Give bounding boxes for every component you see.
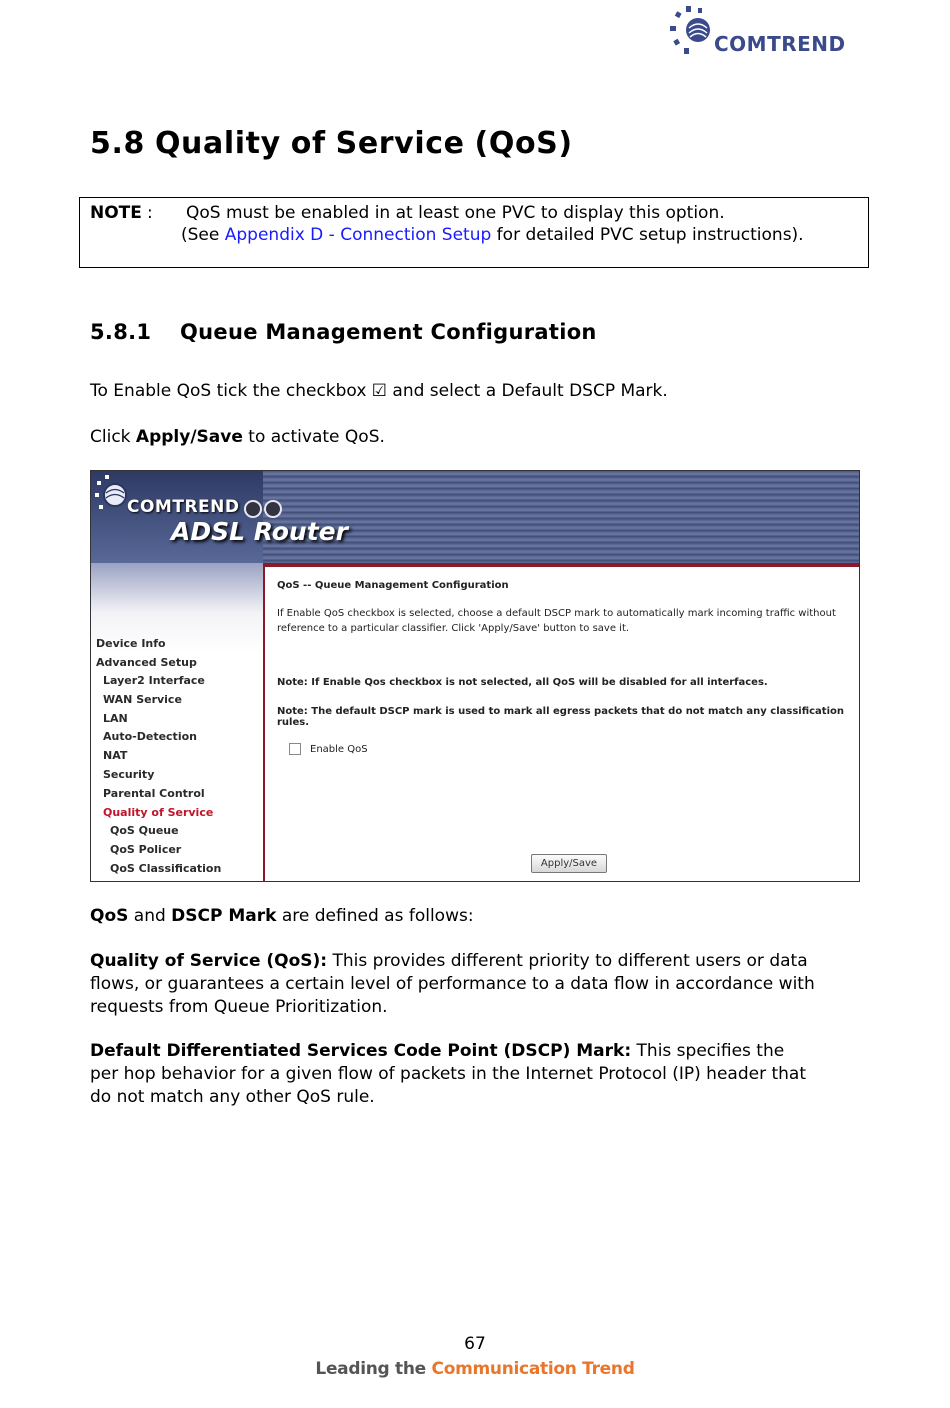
banner-circle <box>264 500 282 518</box>
banner-circle <box>244 500 262 518</box>
tagline-accent: Communication <box>431 1359 577 1379</box>
qos-definition-line: requests from Queue Prioritization. <box>90 997 388 1017</box>
tagline-text: Leading the <box>315 1359 432 1379</box>
nav-nat[interactable]: NAT <box>103 749 128 762</box>
router-screenshot <box>90 470 860 882</box>
nav-parental-control[interactable]: Parental Control <box>103 787 205 800</box>
intro-paragraph-2 <box>90 426 385 449</box>
para-text: Click <box>90 427 136 447</box>
qos-term: QoS <box>90 906 129 926</box>
note-line-1: QoS must be enabled in at least one PVC to display this option. <box>186 203 725 223</box>
intro-paragraph-1: To Enable QoS tick the checkbox ☑ and select a Default DSCP Mark. <box>90 381 668 401</box>
title-part: Quality <box>154 126 281 161</box>
note-label: NOTE <box>90 203 142 223</box>
dscp-definition-term: Default Differentiated Services Code Point (DSCP) Mark: <box>90 1041 632 1061</box>
para-text: This specifies the <box>631 1041 785 1061</box>
nav-qos-queue[interactable]: QoS Queue <box>110 824 179 837</box>
footer-tagline <box>0 1359 950 1379</box>
subsection-number: 5.8.1 <box>90 320 152 344</box>
comtrend-logo <box>668 6 868 56</box>
qos-definition <box>90 950 815 1019</box>
tagline-accent: Trend <box>576 1359 635 1379</box>
qos-page-heading: QoS -- Queue Management Configuration <box>277 580 509 591</box>
dscp-definition <box>90 1040 806 1109</box>
subsection-title: Queue Management Configuration <box>180 320 597 344</box>
apply-save-button[interactable]: Apply/Save <box>531 854 607 873</box>
title-part: Service <box>335 126 465 161</box>
qos-note-2: Note: The default DSCP mark is used to mark all egress packets that do not match any classification rules. <box>277 706 845 728</box>
enable-qos-checkbox[interactable] <box>289 743 301 755</box>
comtrend-globe-icon <box>668 6 714 56</box>
dscp-definition-line: per hop behavior for a given flow of packets in the Internet Protocol (IP) header that <box>90 1064 807 1084</box>
nav-lan[interactable]: LAN <box>103 712 128 725</box>
nav-security[interactable]: Security <box>103 768 155 781</box>
para-text: to activate QoS. <box>242 427 385 447</box>
content-top-bar <box>265 563 859 567</box>
qos-definition-term: Quality of Service (QoS): <box>90 951 328 971</box>
title-part: (QoS) <box>474 126 573 161</box>
para-text: This provides different priority to different users or data <box>327 951 808 971</box>
nav-auto-detection[interactable]: Auto-Detection <box>103 730 197 743</box>
router-sidebar <box>91 563 265 881</box>
para-text: and <box>128 906 172 926</box>
enable-qos-label: Enable QoS <box>310 744 368 755</box>
definitions-intro <box>90 905 474 928</box>
note-text: (See <box>181 225 225 245</box>
appendix-link[interactable]: Appendix D - Connection Setup <box>224 225 492 245</box>
note-box <box>79 197 869 268</box>
qos-description-2: reference to a particular classifier. Click 'Apply/Save' button to save it. <box>277 623 630 634</box>
router-content <box>265 563 859 881</box>
nav-quality-of-service[interactable]: Quality of Service <box>103 806 214 819</box>
dscp-term: DSCP Mark <box>171 906 277 926</box>
qos-description-1: If Enable QoS checkbox is selected, choose a default DSCP mark to automatically mark incoming traffic without <box>277 608 836 619</box>
section-title <box>90 126 583 161</box>
router-brand: COMTREND <box>127 497 240 517</box>
nav-qos-classification[interactable]: QoS Classification <box>110 862 222 875</box>
nav-device-info[interactable]: Device Info <box>96 637 166 650</box>
subsection-heading <box>90 320 597 344</box>
nav-advanced-setup[interactable]: Advanced Setup <box>96 656 197 669</box>
qos-definition-line <box>90 950 815 973</box>
page-number: 67 <box>464 1334 486 1354</box>
qos-note-1: Note: If Enable Qos checkbox is not selected, all QoS will be disabled for all interfaces. <box>277 677 768 688</box>
nav-wan-service[interactable]: WAN Service <box>103 693 182 706</box>
para-text: are defined as follows: <box>276 906 474 926</box>
dscp-definition-line <box>90 1040 806 1063</box>
note-text: for detailed PVC setup instructions). <box>491 225 804 245</box>
title-part: of <box>290 126 326 161</box>
apply-save-term: Apply/Save <box>135 427 243 447</box>
router-product: ADSL Router <box>171 517 348 546</box>
nav-qos-policer[interactable]: QoS Policer <box>110 843 182 856</box>
title-part: 5.8 <box>90 126 145 161</box>
nav-layer2-interface[interactable]: Layer2 Interface <box>103 674 205 687</box>
note-line-2 <box>181 225 804 245</box>
dscp-definition-line: do not match any other QoS rule. <box>90 1087 375 1107</box>
logo-wordmark: COMTREND <box>714 32 846 56</box>
note-colon: : <box>147 203 153 223</box>
qos-definition-line: flows, or guarantees a certain level of performance to a data flow in accordance with <box>90 974 815 994</box>
